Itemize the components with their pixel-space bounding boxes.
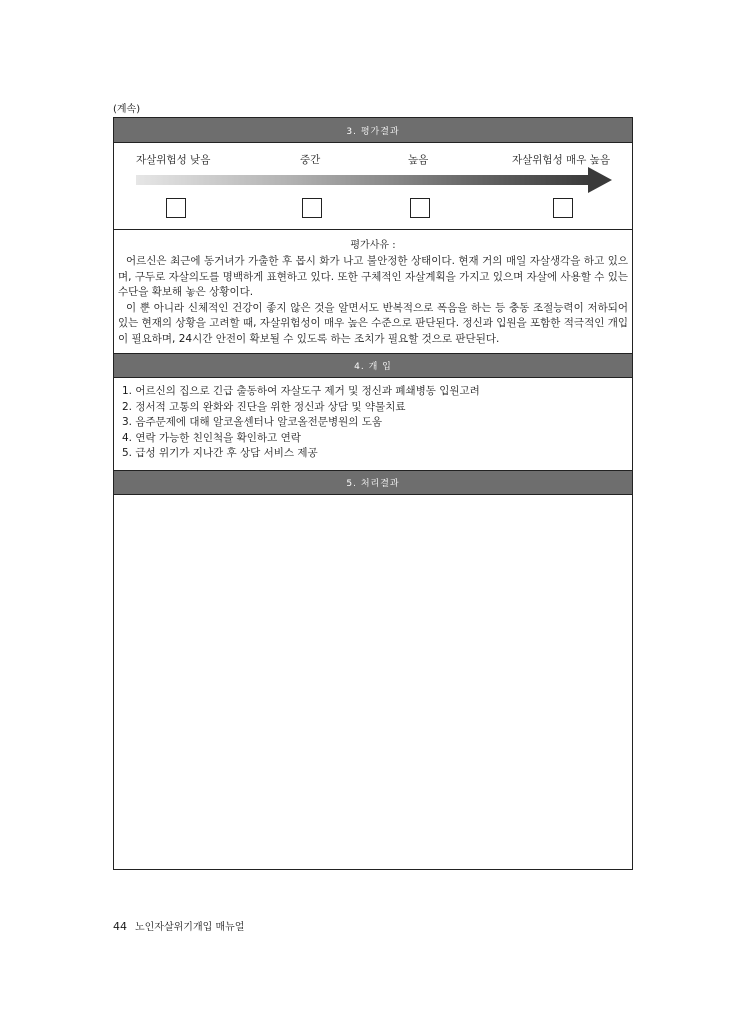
section3-header: 3. 평가결과 <box>114 118 632 143</box>
checkbox-low[interactable] <box>166 198 186 218</box>
intervention-item: 1. 어르신의 집으로 긴급 출동하여 자살도구 제거 및 정신과 폐쇄병동 입원고려 <box>122 385 480 397</box>
section5-header: 5. 처리결과 <box>114 470 632 495</box>
section4-header: 4. 개 입 <box>114 353 632 378</box>
arrow-right-icon <box>588 167 612 193</box>
book-title: 노인자살위기개입 매뉴얼 <box>135 922 245 933</box>
intervention-item: 3. 음주문제에 대해 알코올센터나 알코올전문병원의 도움 <box>122 416 382 428</box>
reason-title: 평가사유 : <box>350 240 396 251</box>
scale-label-high: 높음 <box>408 154 429 166</box>
checkbox-high[interactable] <box>410 198 430 218</box>
scale-label-very-high: 자살위험성 매우 높음 <box>512 154 610 166</box>
checkbox-medium[interactable] <box>302 198 322 218</box>
reason-body <box>118 254 628 347</box>
intervention-list <box>122 384 480 462</box>
intervention-item: 2. 정서적 고통의 완화와 진단을 위한 정신과 상담 및 약물치료 <box>122 400 406 413</box>
reason-paragraph-2: 이 뿐 아니라 신체적인 건강이 좋지 않은 것을 알면서도 반복적으로 폭음을 하는 등 충동 조절능력이 저하되어 있는 현재의 상황을 고려할 때, 자살위험성이 매우 높은 수준으로 판단된다. 정신과 입원을 포함한 적극적인 개입이 필요하며, 24시간 안전이 확보될 수 있도록 하는 조치가 필요할 것으로 판단된다. <box>118 301 628 345</box>
checkbox-very-high[interactable] <box>553 198 573 218</box>
section-divider <box>114 229 632 230</box>
risk-gradient-bar <box>136 175 590 185</box>
continued-label: (계속) <box>113 104 141 115</box>
scale-label-low: 자살위험성 낮음 <box>136 154 211 166</box>
reason-paragraph-1: 어르신은 최근에 동거녀가 가출한 후 몹시 화가 나고 불안정한 상태이다. 현재 거의 매일 자살생각을 하고 있으며, 구두로 자살의도를 명백하게 표현하고 있다. 또한 구체적인 자살계획을 가지고 있으며 자살에 사용할 수 있는 수단을 확보해 놓은 상황이다. <box>118 255 628 298</box>
intervention-item: 4. 연락 가능한 친인척을 확인하고 연락 <box>122 431 301 444</box>
intervention-item: 5. 급성 위기가 지나간 후 상담 서비스 제공 <box>122 447 318 459</box>
page-number: 44 <box>113 920 127 933</box>
scale-label-medium: 중간 <box>300 154 321 166</box>
assessment-form-table <box>113 117 633 870</box>
page-footer <box>113 918 244 933</box>
